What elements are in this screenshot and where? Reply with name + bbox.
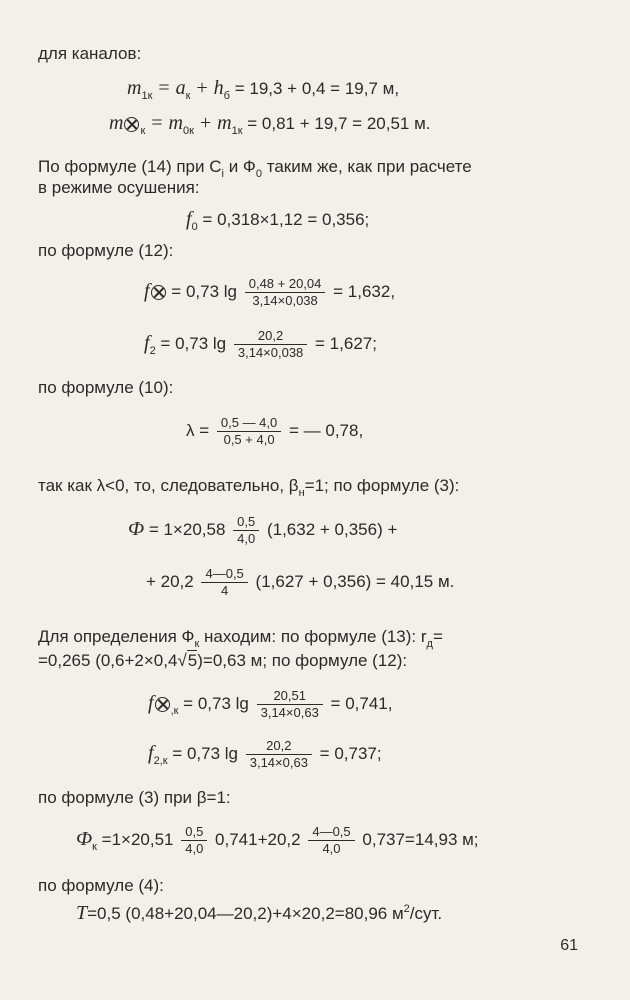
text-formula3-beta: по формуле (3) при β=1: [38,788,231,807]
otimes-symbol [151,285,166,300]
equation-f2k: $f_{2,к} = 0,73$ lg $\frac{20,2}{3,14\times 0,63}$ = 0,737; [148,738,382,770]
text-formula14-line1: По формуле (14) при $C_i$ и $Ф_0$ таким же, как при расчете [38,157,472,180]
equation-lambda: λ = $\frac{0,5 — 4,0}{0,5 + 4,0}$ = — 0,78, [186,415,364,447]
equation-f-otimes-k: f $_{,к}$ = 0,73 lg $\frac{20,51}{3,14\times 0,63}$ = 0,741, [148,688,393,720]
text-phik-line2: =0,265 (0,6+2×0,4√5)=0,63 м; по формуле (12): [38,651,408,670]
equation-phi-line1: Ф = 1×20,58 $\frac{0,5}{4,0}$ (1,632 + 0,356) + [128,514,398,546]
text-formula4: по формуле (4): [38,876,164,895]
otimes-symbol [155,697,170,712]
equation-phik: $Ф_к =1\times 20,51$ $\frac{0,5}{4,0}$ 0,741+20,2 $\frac{4—0,5}{4,0}$ 0,737=14,93 м; [76,824,479,856]
text-formula14-line2: в режиме осушения: [38,178,200,197]
equation-m1k: $m_{1к} = a_к + h_б = 19,3 + 0,4 = 19,7$ м, [127,77,400,102]
page-number: 61 [560,937,578,954]
text-lambda-condition: так как λ<0, то, следовательно, $\beta_н=1$; по формуле (3): [38,476,460,499]
equation-m-otimes: m $_к = m_{0к} + m_{1к} = 0,81 + 19,7 = 20,51$ м. [109,112,431,137]
text-for-channels: для каналов: [38,44,142,63]
equation-f-otimes: f = 0,73 lg $\frac{0,48 + 20,04}{3,14\times 0,038}$ = 1,632, [144,276,396,308]
otimes-symbol [124,117,139,132]
equation-T: T=0,5 (0,48+20,04—20,2)+4×20,2=80,96 $м^2$/сут. [76,902,443,924]
text-formula10: по формуле (10): [38,378,174,397]
equation-f0: $f_0 = 0,318\times 1,12 = 0,356$; [186,208,370,233]
equation-f2: $f_2 = 0,73$ lg $\frac{20,2}{3,14\times 0,038}$ = 1,627; [144,328,377,360]
text-formula12-a: по формуле (12): [38,241,174,260]
equation-phi-line2: + 20,2 $\frac{4—0,5}{4}$ (1,627 + 0,356) = 40,15 м. [146,566,455,598]
text-phik-line1: Для определения $Ф_к$ находим: по формуле (13): $r_д=$ [38,627,443,650]
